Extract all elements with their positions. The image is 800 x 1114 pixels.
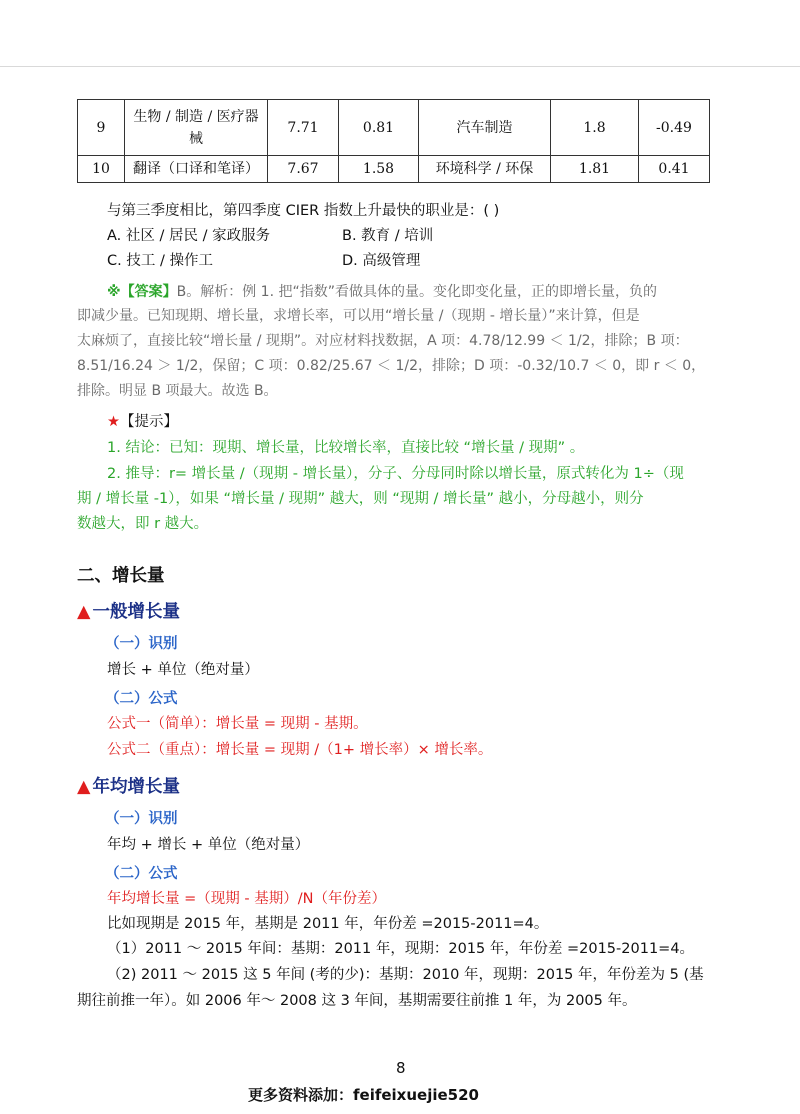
general-identify-heading: （一）识别: [105, 636, 178, 652]
option-b: B. 教育 / 培训: [342, 228, 434, 244]
table-cell: 1.58: [339, 156, 419, 183]
tip-line-4: 数越大，即 r 越大。: [77, 516, 209, 532]
general-heading: ▲ 一般增长量: [77, 602, 180, 622]
option-a: A. 社区 / 居民 / 家政服务: [107, 228, 271, 244]
annual-line-1: 比如现期是 2015 年，基期是 2011 年，年份差 =2015-2011=4。: [107, 916, 549, 932]
table-cell: 1.81: [551, 156, 639, 183]
table-cell: 9: [78, 100, 125, 156]
answer-line-3: 太麻烦了，直接比较“增长量 / 现期”。对应材料找数据，A 项：4.78/12.99 ＜ 1/2，排除；B 项：: [77, 333, 689, 349]
table-cell: 翻译（口译和笔译）: [125, 156, 268, 183]
star-icon: ★: [107, 414, 120, 430]
formula-two: 公式二（重点）：增长量 = 现期 /（1+ 增长率）× 增长率。: [107, 742, 493, 758]
general-identify-text: 增长 + 单位（绝对量）: [107, 662, 259, 678]
triangle-icon: ▲: [77, 777, 91, 797]
option-c: C. 技工 / 操作工: [107, 253, 213, 269]
header-divider: [0, 66, 800, 67]
section-title: 二、增长量: [77, 566, 165, 586]
general-formula-heading: （二）公式: [105, 691, 178, 707]
table-cell: [125, 100, 268, 156]
table-cell-text: 生物 / 制造 / 医疗器械: [133, 108, 259, 147]
table-row: [78, 100, 710, 156]
tip-line-1: 1. 结论：已知：现期、增长量，比较增长率，直接比较 “增长量 / 现期” 。: [107, 440, 585, 456]
annual-identify-text: 年均 + 增长 + 单位（绝对量）: [107, 837, 310, 853]
annual-line-3: （2) 2011 ～ 2015 这 5 年间 (考的少)：基期：2010 年，现期：2015 年，年份差为 5 (基: [107, 967, 704, 983]
tip-heading: ★【提示】: [107, 414, 178, 430]
annual-formula: 年均增长量 =（现期 - 基期）/N（年份差）: [107, 891, 386, 907]
table-cell: 环境科学 / 环保: [419, 156, 551, 183]
table-cell: 1.8: [551, 100, 639, 156]
option-d: D. 高级管理: [342, 253, 421, 269]
footer-text: 更多资料添加：feifeixuejie520: [248, 1086, 479, 1104]
table-cell: 0.41: [639, 156, 710, 183]
table-row: [78, 156, 710, 183]
table-cell: 汽车制造: [419, 100, 551, 156]
answer-label: ※【答案】: [107, 284, 177, 300]
annual-formula-heading: （二）公式: [105, 866, 178, 882]
table-cell: -0.49: [639, 100, 710, 156]
answer-line-5: 排除。明显 B 项最大。故选 B。: [77, 383, 278, 399]
answer-line-1: ※【答案】B。解析：例 1. 把“指数”看做具体的量。变化即变化量，正的即增长量，负的: [107, 284, 657, 300]
annual-line-2: （1）2011 ～ 2015 年间：基期：2011 年，现期：2015 年，年份差 =2015-2011=4。: [107, 941, 695, 957]
tip-line-2: 2. 推导：r= 增长量 /（现期 - 增长量），分子、分母同时除以增长量，原式转化为 1÷（现: [107, 466, 684, 482]
annual-heading: ▲ 年均增长量: [77, 777, 180, 797]
tip-line-3: 期 / 增长量 -1），如果 “增长量 / 现期” 越大，则 “现期 / 增长量” 越小，分母越小，则分: [77, 491, 644, 507]
table-cell: 10: [78, 156, 125, 183]
table-cell: 0.81: [339, 100, 419, 156]
table-cell: 7.71: [268, 100, 339, 156]
answer-line-2: 即减少量。已知现期、增长量，求增长率，可以用“增长量 /（现期 - 增长量）”来计算，但是: [77, 308, 640, 324]
question-stem: 与第三季度相比，第四季度 CIER 指数上升最快的职业是：( ): [107, 203, 500, 219]
annual-line-4: 期往前推一年）。如 2006 年～ 2008 这 3 年间，基期需要往前推 1 年，为 2005 年。: [77, 993, 637, 1009]
answer-line-4: 8.51/16.24 ＞ 1/2，保留；C 项：0.82/25.67 ＜ 1/2，排除；D 项：-0.32/10.7 ＜ 0，即 r ＜ 0，: [77, 358, 706, 374]
annual-identify-heading: （一）识别: [105, 811, 178, 827]
triangle-icon: ▲: [77, 602, 91, 622]
data-table: [77, 99, 710, 183]
formula-one: 公式一（简单）：增长量 = 现期 - 基期。: [107, 716, 368, 732]
page-number: 8: [396, 1059, 406, 1077]
table-cell: 7.67: [268, 156, 339, 183]
